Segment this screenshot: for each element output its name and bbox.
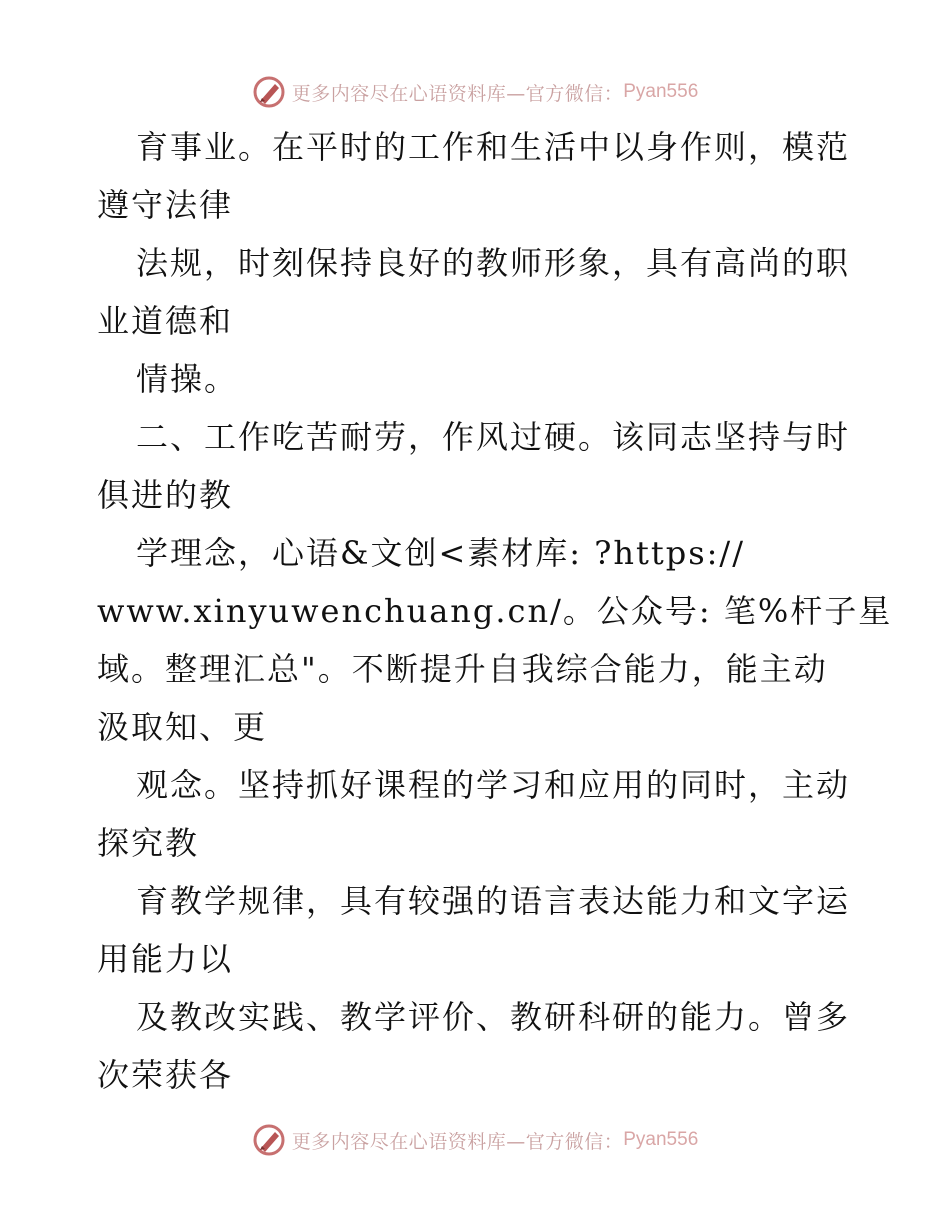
text-line: 学理念，心语&文创<素材库: ?https:// <box>136 534 745 572</box>
watermark-text: 更多内容尽在心语资料库—官方微信： <box>291 1130 624 1153</box>
text-line: 二、工作吃苦耐劳，作风过硬。该同志坚持与时 <box>136 418 851 456</box>
text-line: 法规，时刻保持良好的教师形象，具有高尚的职 <box>136 244 851 282</box>
text-line: 情操。 <box>136 360 239 398</box>
watermark-footer <box>0 1120 950 1160</box>
text-line: 用能力以 <box>97 940 234 978</box>
pen-logo-icon <box>252 1123 286 1157</box>
pen-logo-icon <box>252 75 286 109</box>
text-line: 俱进的教 <box>97 476 234 514</box>
watermark-wechat-id: Pyan556 <box>623 81 699 102</box>
text-line: 遵守法律 <box>97 186 234 224</box>
text-line: 域。整理汇总"。不断提升自我综合能力，能主动 <box>97 650 828 688</box>
watermark-text: 更多内容尽在心语资料库—官方微信： <box>291 82 624 105</box>
text-line: www.xinyuwenchuang.cn/。公众号: 笔%杆子星 <box>97 592 893 630</box>
text-line: 育教学规律，具有较强的语言表达能力和文字运 <box>136 882 851 920</box>
watermark-wechat-id: Pyan556 <box>623 1129 699 1150</box>
text-line: 汲取知、更 <box>97 708 268 746</box>
text-line: 次荣获各 <box>97 1056 234 1094</box>
text-line: 观念。坚持抓好课程的学习和应用的同时，主动 <box>136 766 851 804</box>
text-line: 业道德和 <box>97 302 234 340</box>
watermark-header <box>0 72 950 112</box>
text-line: 及教改实践、教学评价、教研科研的能力。曾多 <box>136 998 851 1036</box>
text-line: 育事业。在平时的工作和生活中以身作则，模范 <box>136 128 851 166</box>
text-line: 探究教 <box>97 824 200 862</box>
